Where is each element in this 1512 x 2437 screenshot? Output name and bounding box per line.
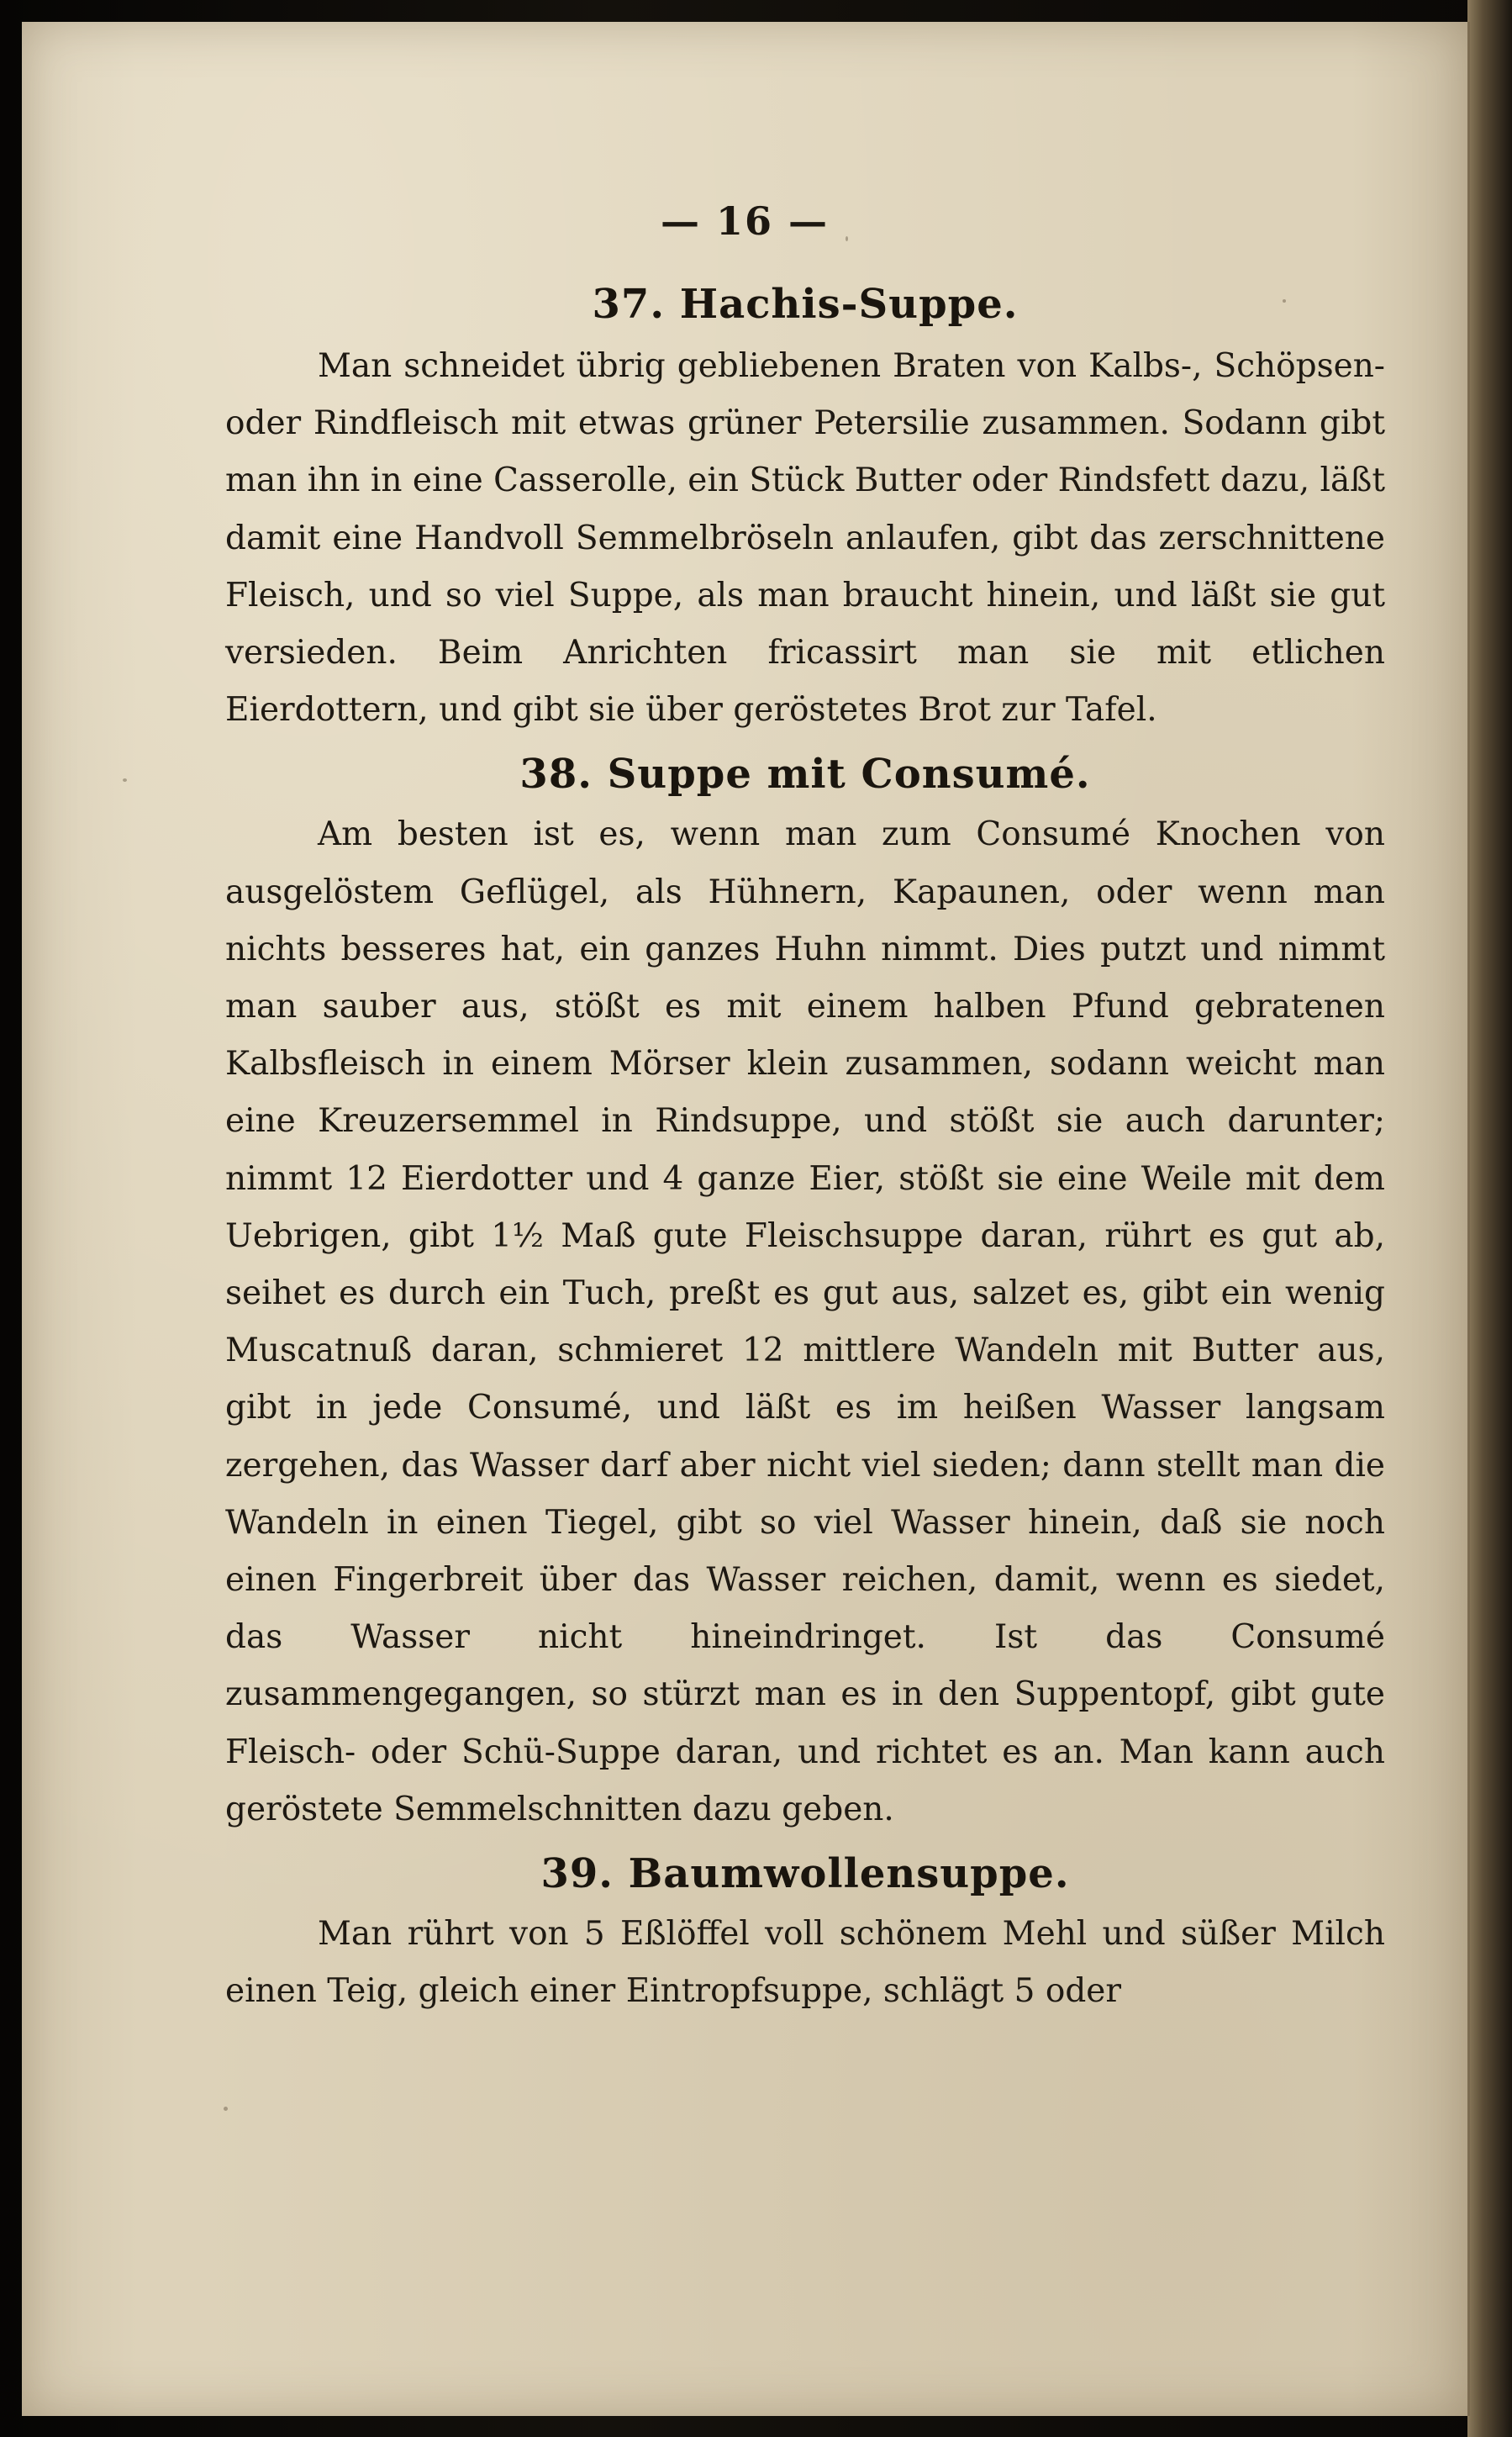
book-page [22, 22, 1470, 2416]
recipe-heading: 39. Baumwollensuppe. [540, 1850, 1070, 1898]
recipe-heading: 38. Suppe mit Consumé. [519, 751, 1091, 799]
paper-speck [123, 778, 127, 782]
book-spine-edge [1467, 0, 1512, 2437]
paper-speck [224, 2107, 228, 2111]
recipe-text: Man rührt von 5 Eßlöffel voll schönem Mehl und süßer Milch einen Teig, gleich einer Eintropfsuppe, schlägt 5 oder [225, 1915, 1385, 2011]
recipe-text: Am besten ist es, wenn man zum Consumé Knochen von ausgelöstem Geflügel, als Hühnern, Kapaunen, oder wenn man nichts besseres hat, ein ganzes Huhn nimmt. Dies putzt und nimmt man sauber aus, stößt es mit einem halben Pfund gebratenen Kalbsfleisch in einem Mörser klein zusammen, sodann weicht man eine Kreuzersemmel in Rindsuppe, und stößt sie auch darunter; nimmt 12 Eierdotter und 4 ganze Eier, stößt sie eine Weile mit dem Uebrigen, gibt 1½ Maß gute Fleischsuppe daran, rührt es gut ab, seihet es durch ein Tuch, preßt es gut aus, salzet es, gibt ein wenig Muscatnuß daran, schmieret 12 mittlere Wandeln mit Butter aus, gibt in jede Consumé, und läßt es im heißen Wasser langsam zergehen, das Wasser darf aber nicht viel sieden; dann stellt man die Wandeln in einen Tiegel, gibt so viel Wasser hinein, daß sie noch einen Fingerbreit über das Wasser reichen, damit, wenn es siedet, das Wasser nicht hineindringet. Ist das Consumé zusammengegangen, so stürzt man es in den Suppentopf, gibt gute Fleisch- oder Schü-Suppe daran, und richtet es an. Man kann auch geröstete Semmelschnitten dazu geben. [225, 815, 1385, 1828]
recipe-text: Man schneidet übrig gebliebenen Braten von Kalbs-, Schöpsen- oder Rindfleisch mit etwas grüner Petersilie zusammen. Sodann gibt man ihn in eine Casserolle, ein Stück Butter oder Rindsfett dazu, läßt damit eine Handvoll Semmelbröseln anlaufen, gibt das zerschnittene Fleisch, und so viel Suppe, als man braucht hinein, und läßt sie gut versieden. Beim Anrichten fricassirt man sie mit etlichen Eierdottern, und gibt sie über geröstetes Brot zur Tafel. [225, 347, 1385, 730]
page-content [225, 274, 1385, 2020]
page-number: — 16 — [660, 198, 830, 244]
recipe-section [225, 1844, 1385, 2020]
recipe-section [225, 744, 1385, 1838]
recipe-section [225, 274, 1385, 739]
recipe-heading: 37. Hachis-Suppe. [592, 281, 1019, 328]
